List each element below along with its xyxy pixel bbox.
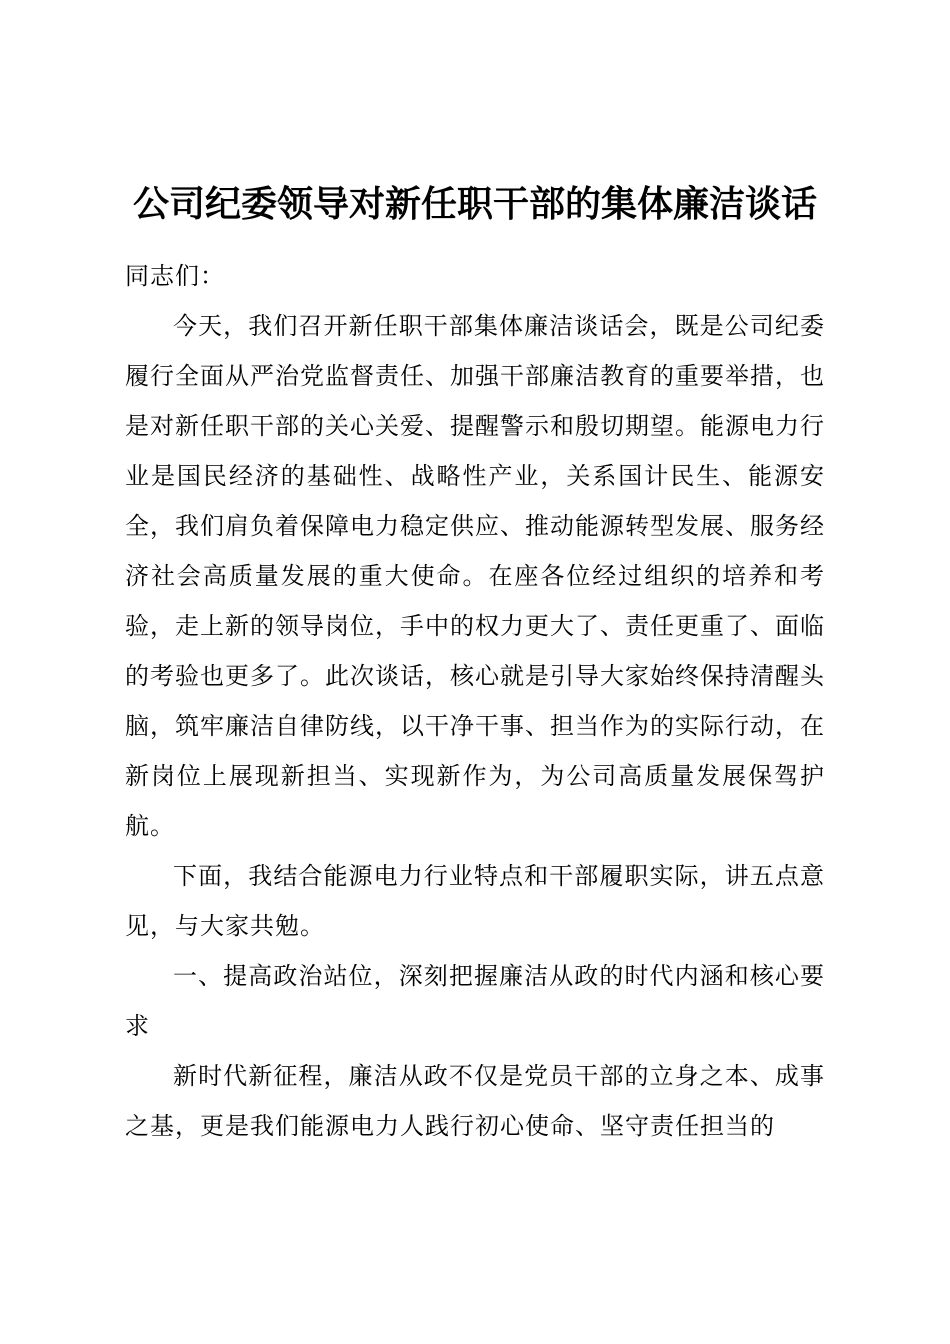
- paragraph-transition: 下面，我结合能源电力行业特点和干部履职实际，讲五点意见，与大家共勉。: [125, 863, 825, 940]
- document-title: 公司纪委领导对新任职干部的集体廉洁谈话: [132, 183, 817, 224]
- section-heading-one: 一、提高政治站位，深刻把握廉洁从政的时代内涵和核心要求: [125, 963, 825, 1040]
- salutation-line: 同志们：: [125, 263, 225, 290]
- paragraph-intro: 今天，我们召开新任职干部集体廉洁谈话会，既是公司纪委履行全面从严治党监督责任、加强干部廉洁教育的重要举措，也是对新任职干部的关心关爱、提醒警示和殷切期望。能源电力行业是国民经济的基础性、战略性产业，关系国计民生、能源安全，我们肩负着保障电力稳定供应、推动能源转型发展、服务经济社会高质量发展的重大使命。在座各位经过组织的培养和考验，走上新的领导岗位，手中的权力更大了、责任更重了、面临的考验也更多了。此次谈话，核心就是引导大家始终保持清醒头脑，筑牢廉洁自律防线，以干净干事、担当作为的实际行动，在新岗位上展现新担当、实现新作为，为公司高质量发展保驾护航。: [125, 313, 825, 840]
- paragraph-section-one-body: 新时代新征程，廉洁从政不仅是党员干部的立身之本、成事之基，更是我们能源电力人践行初心使命、坚守责任担当的: [125, 1063, 825, 1140]
